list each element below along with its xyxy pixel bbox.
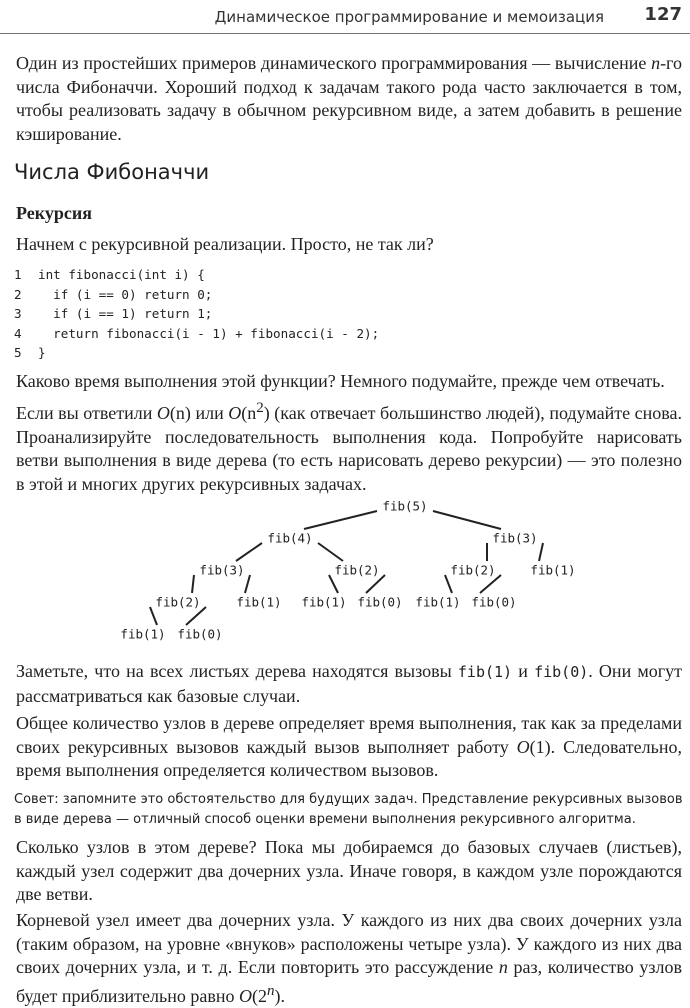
root-paragraph: Корневой узел имеет два дочерних узла. У каждого из них два своих дочерних узла (таким образом, на уровне «внуков» расположены четыре узла). У каждого из них два своих дочерних узла, и т. д. Если повторить это рассуждение n раз, количество узлов будет приблизительно равно O(2$^n$). — [16, 910, 682, 1006]
tree-edge — [329, 575, 338, 593]
question-paragraph: Каково время выполнения этой функции? Немного подумайте, прежде чем отвечать. — [16, 371, 665, 391]
line-number: 5 — [14, 345, 22, 360]
tree-node: fib(1) — [120, 626, 166, 642]
intro-paragraph: Один из простейших примеров динамического программирования — вычисление n-го числа Фибоначчи. Хороший подход к задачам такого рода часто заключается в том, чтобы реализовать задачу в обычном рекурсивном виде, а затем добавить в решение кэширование. — [16, 53, 682, 144]
total-paragraph: Общее количество узлов в дереве определяет время выполнения, так как за пределами своих рекурсивных вызовов каждый вызов выполняет работу O(1). Следовательно, время выполнения определяется количеством вызовов. — [16, 713, 682, 780]
count-paragraph: Сколько узлов в этом дереве? Пока мы добираемся до базовых случаев (листьев), каждый узел содержит два дочерних узла. Иначе говоря, в каждом узле порождаются две ветви. — [16, 837, 682, 904]
leaves-paragraph: Заметьте, что на всех листьях дерева находятся вызовы fib(1) и fib(0). Они могут рассматриваться как базовые случаи. — [16, 661, 683, 706]
code-line — [14, 324, 654, 344]
tree-edge — [433, 511, 501, 529]
inline-code: fib(1) — [457, 663, 513, 681]
tree-node: fib(2) — [155, 594, 201, 610]
tree-node: fib(5) — [382, 498, 428, 514]
line-number: 2 — [14, 286, 22, 302]
tree-node: fib(2) — [334, 562, 380, 578]
code-text: return fibonacci(i - 1) + fibonacci(i - 2); — [38, 325, 380, 341]
tree-edge — [445, 575, 452, 593]
tree-node: fib(1) — [530, 562, 576, 578]
code-listing — [14, 265, 654, 363]
page-header — [0, 0, 690, 34]
tree-node: fib(1) — [236, 594, 282, 610]
tree-edge — [318, 543, 343, 561]
tree-edge — [366, 575, 385, 593]
tree-edge — [480, 575, 501, 593]
tree-node: fib(3) — [199, 562, 245, 578]
tree-edge — [236, 543, 262, 561]
inline-code: fib(0) — [534, 663, 589, 681]
tip-box: Совет: запомните это обстоятельство для будущих задач. Представление рекурсивных вызовов в виде дерева — отличный способ оценки времени выполнения рекурсивного алгоритма. — [14, 792, 683, 827]
code-line — [14, 265, 654, 285]
code-line — [14, 343, 654, 363]
line-number: 3 — [14, 306, 22, 321]
code-line — [14, 304, 654, 324]
tree-node: fib(3) — [492, 530, 538, 546]
lead-paragraph: Начнем с рекурсивной реализации. Просто, не так ли? — [16, 234, 434, 254]
answer-paragraph: Если вы ответили O(n) или $O(n^2)$ (как отвечает большинство людей), подумайте снова. Проанализируйте последовательность выполнения кода. Попробуйте нарисовать ветви выполнения в виде дерева (то есть нарисовать дерево рекурсии) — это полезно в этой и многих других рекурсивных задачах. — [16, 400, 682, 494]
recursion-tree — [0, 490, 690, 650]
tree-node: fib(1) — [415, 594, 461, 610]
tree-node: fib(0) — [177, 626, 223, 642]
tree-edge — [245, 575, 250, 593]
tree-edge — [186, 607, 206, 625]
code-line — [14, 285, 654, 305]
line-number: 1 — [14, 267, 22, 282]
code-text: if (i == 0) return 0; — [38, 286, 213, 302]
tree-edge — [192, 575, 194, 593]
subsection-title: Рекурсия — [16, 203, 92, 223]
running-title: Динамическое программирование и мемоизация — [214, 8, 604, 26]
page-number: 127 — [644, 4, 682, 25]
tree-node: fib(2) — [450, 562, 496, 578]
code-text: if (i == 1) return 1; — [38, 306, 213, 321]
tree-node: fib(0) — [357, 594, 403, 610]
code-text: } — [38, 345, 46, 360]
tree-node: fib(4) — [267, 530, 313, 546]
tree-edge — [150, 607, 157, 625]
line-number: 4 — [14, 325, 22, 341]
section-title: Числа Фибоначчи — [14, 160, 210, 184]
tree-edge — [304, 511, 377, 529]
tree-node: fib(0) — [471, 594, 517, 610]
tree-edge — [539, 543, 543, 561]
code-text: int fibonacci(int i) { — [38, 267, 205, 282]
tree-node: fib(1) — [301, 594, 347, 610]
